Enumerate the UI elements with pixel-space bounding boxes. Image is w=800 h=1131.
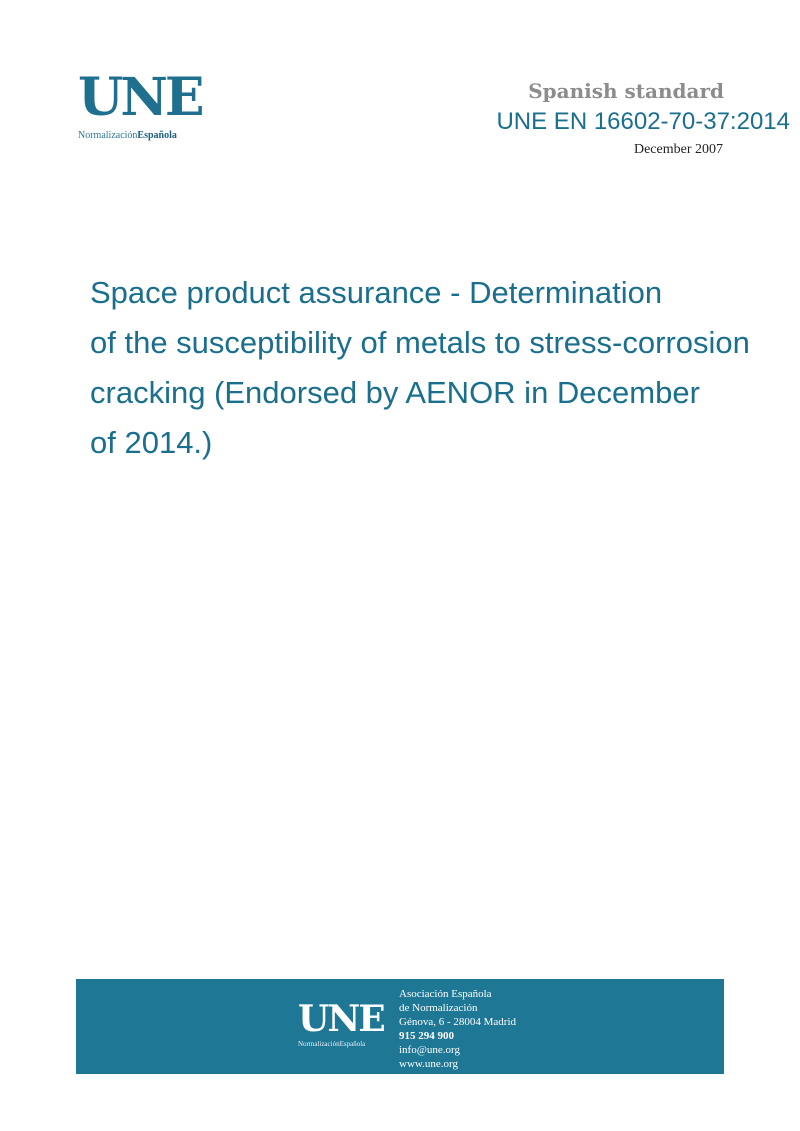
title-line: of 2014.) xyxy=(90,425,213,460)
logo-sub-b: Española xyxy=(137,130,177,141)
standard-type-label: Spanish standard xyxy=(528,79,724,103)
standard-header xyxy=(430,78,790,160)
title-line: of the susceptibility of metals to stress-corrosion xyxy=(90,325,750,360)
footer-logo-subtitle xyxy=(298,1040,384,1048)
une-logo xyxy=(78,67,202,142)
footer-contact xyxy=(399,987,516,1071)
standard-code: UNE EN 16602-70-37:2014 xyxy=(496,108,790,135)
org-website[interactable]: www.une.org xyxy=(399,1058,458,1070)
standard-date: December 2007 xyxy=(633,142,723,157)
logo-mark: UNE xyxy=(78,67,202,128)
org-email[interactable]: info@une.org xyxy=(399,1044,460,1056)
logo-sub-a: Normalización xyxy=(78,130,138,141)
footer-logo-sub-b: Española xyxy=(339,1040,366,1048)
org-name-line1: Asociación Española xyxy=(399,988,492,1000)
footer-une-logo xyxy=(298,998,384,1048)
footer-logo-mark: UNE xyxy=(298,998,384,1040)
title-line: cracking (Endorsed by AENOR in December xyxy=(90,375,700,410)
org-phone: 915 294 900 xyxy=(399,1030,454,1042)
document-title xyxy=(90,268,790,468)
org-address: Génova, 6 - 28004 Madrid xyxy=(399,1016,517,1028)
footer-band xyxy=(76,979,724,1074)
org-name-line2: de Normalización xyxy=(399,1002,478,1014)
logo-subtitle xyxy=(78,130,198,141)
footer-logo-sub-a: Normalización xyxy=(298,1040,340,1048)
title-line: Space product assurance - Determination xyxy=(90,275,663,310)
